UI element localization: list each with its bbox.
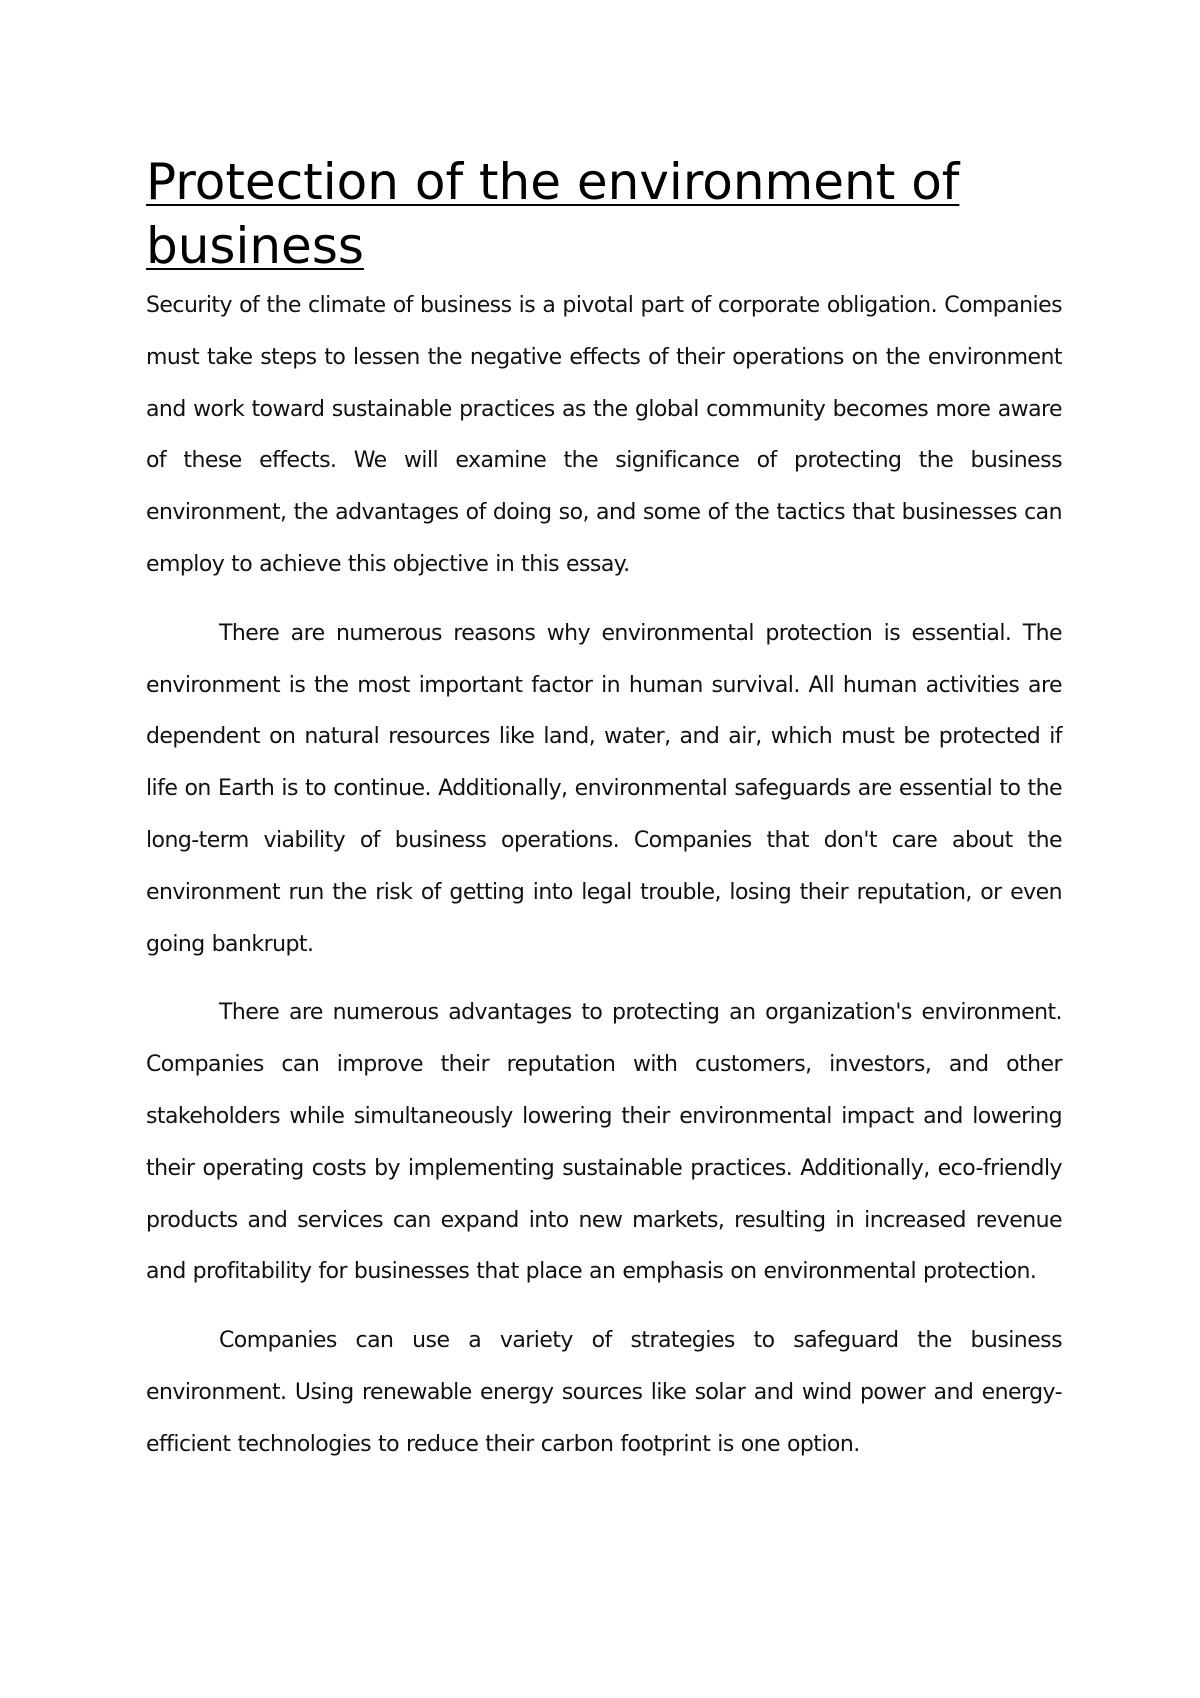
document-title: Protection of the environment of business (146, 153, 960, 275)
paragraph-intro: Security of the climate of business is a pivotal part of corporate obligation. Companies must take steps to lessen the negative effects of their operations on the environment and work toward sustainable practices as the global community becomes more aware of these effects. We will examine the significance of protecting the business environment, the advantages of doing so, and some of the tactics that businesses can employ to achieve this objective in this essay. (146, 293, 1062, 577)
paragraph-advantages: There are numerous advantages to protecting an organization's environment. Companies can improve their reputation with customers, investors, and other stakeholders while simultaneously lowering their environmental impact and lowering their operating costs by implementing sustainable practices. Additionally, eco-friendly products and services can expand into new markets, resulting in increased revenue and profitability for businesses that place an emphasis on environmental protection. (146, 1000, 1062, 1285)
paragraph-importance: There are numerous reasons why environmental protection is essential. The environment is the most important factor in human survival. All human activities are dependent on natural resources like land, water, and air, which must be protected if life on Earth is to continue. Additionally, environmental safeguards are essential to the long-term viability of business operations. Companies that don't care about the environment run the risk of getting into legal trouble, losing their reputation, or even going bankrupt. (146, 620, 1062, 957)
paragraph-strategies: Companies can use a variety of strategies to safeguard the business environment. Using renewable energy sources like solar and wind power and energy-efficient technologies to reduce their carbon footprint is one option. (146, 1328, 1062, 1457)
document-page (146, 150, 1062, 1471)
